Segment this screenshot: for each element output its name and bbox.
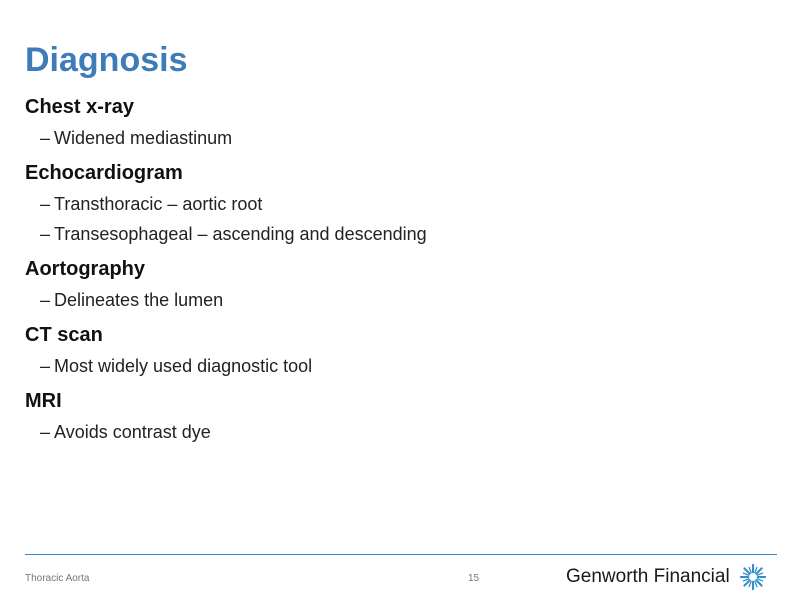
bullet-item	[25, 192, 765, 216]
bullet-dash: –	[40, 356, 51, 376]
section-heading-aortography: Aortography	[25, 258, 145, 280]
bullet-text: Most widely used diagnostic tool	[54, 356, 313, 376]
slide-content	[25, 94, 765, 444]
bullet-dash: –	[40, 290, 51, 310]
logo-wordmark: Genworth Financial	[566, 566, 730, 587]
bullet-text: Transthoracic – aortic root	[54, 194, 263, 214]
bullet-dash: –	[40, 422, 51, 442]
section-heading-mri: MRI	[25, 390, 62, 412]
section-heading-chest-xray: Chest x-ray	[25, 96, 134, 118]
bullet-text: Delineates the lumen	[54, 290, 224, 310]
footer-divider	[25, 554, 777, 555]
footer-presentation-title: Thoracic Aorta	[25, 573, 90, 584]
slide-title: Diagnosis	[25, 41, 188, 79]
bullet-text: Transesophageal – ascending and descending	[54, 224, 427, 244]
bullet-item	[25, 222, 765, 246]
section-heading-ct-scan: CT scan	[25, 324, 103, 346]
bullet-item	[25, 126, 765, 150]
page-number: 15	[468, 573, 480, 584]
company-logo	[566, 561, 768, 593]
section-heading-echocardiogram: Echocardiogram	[25, 162, 183, 184]
bullet-text: Widened mediastinum	[54, 128, 233, 148]
bullet-item	[25, 354, 765, 378]
bullet-text: Avoids contrast dye	[54, 422, 211, 442]
bullet-dash: –	[40, 194, 51, 214]
bullet-dash: –	[40, 128, 51, 148]
bullet-item	[25, 288, 765, 312]
bullet-dash: –	[40, 224, 51, 244]
bullet-item	[25, 420, 765, 444]
starburst-icon	[738, 562, 768, 592]
